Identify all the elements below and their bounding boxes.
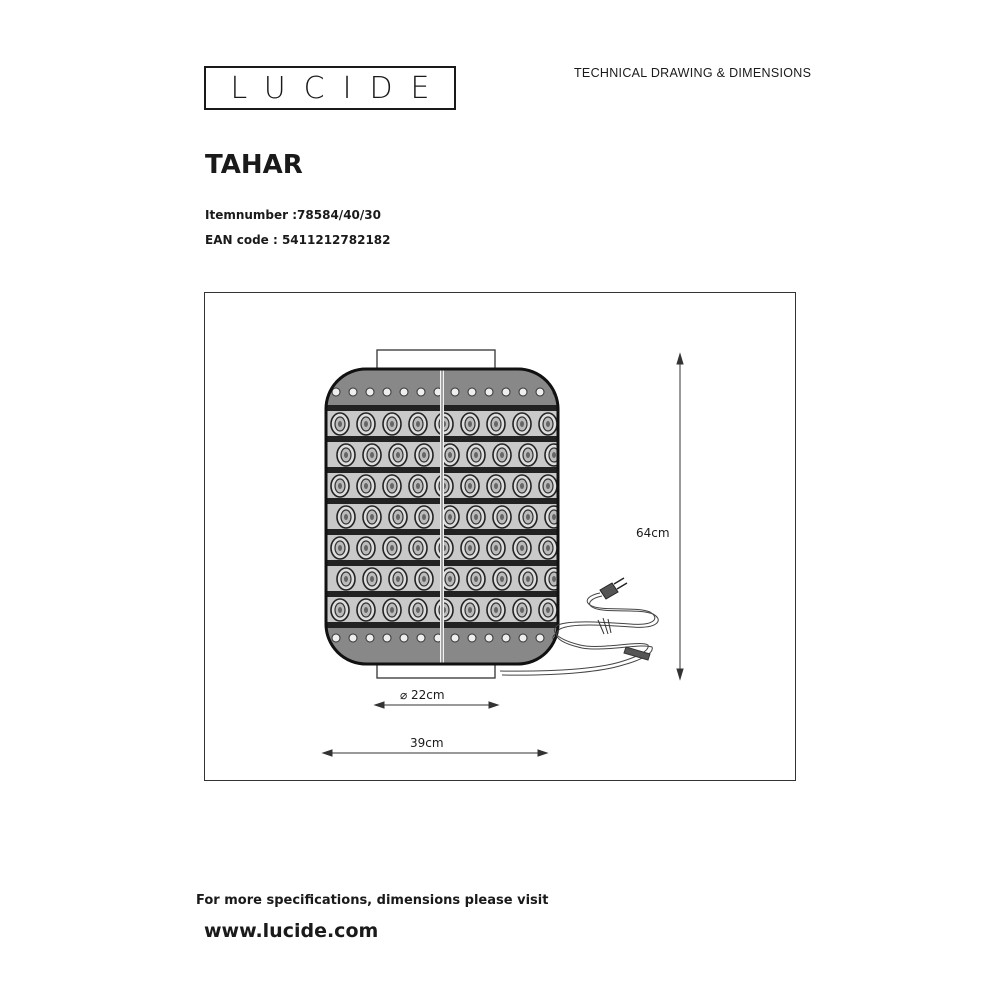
lamp-fitting-top xyxy=(377,350,495,370)
height-dimension-label: 64cm xyxy=(636,526,670,540)
power-plug xyxy=(600,578,627,599)
width-dimension-label: 39cm xyxy=(410,736,444,750)
height-dimension-line xyxy=(677,354,683,679)
lamp-shade xyxy=(326,369,563,664)
item-number: Itemnumber :78584/40/30 xyxy=(205,208,381,222)
product-name: TAHAR xyxy=(205,150,303,180)
footer-website-link[interactable]: www.lucide.com xyxy=(204,920,379,942)
base-diameter-dimension-line xyxy=(375,702,498,708)
width-dimension-line xyxy=(323,750,547,756)
footer-note: For more specifications, dimensions please visit xyxy=(196,893,549,908)
base-diameter-label: ⌀ 22cm xyxy=(400,688,445,702)
ean-code: EAN code : 5411212782182 xyxy=(205,233,391,247)
document-type: TECHNICAL DRAWING & DIMENSIONS xyxy=(574,66,812,80)
brand-logo-text: LUCIDE xyxy=(230,70,448,106)
